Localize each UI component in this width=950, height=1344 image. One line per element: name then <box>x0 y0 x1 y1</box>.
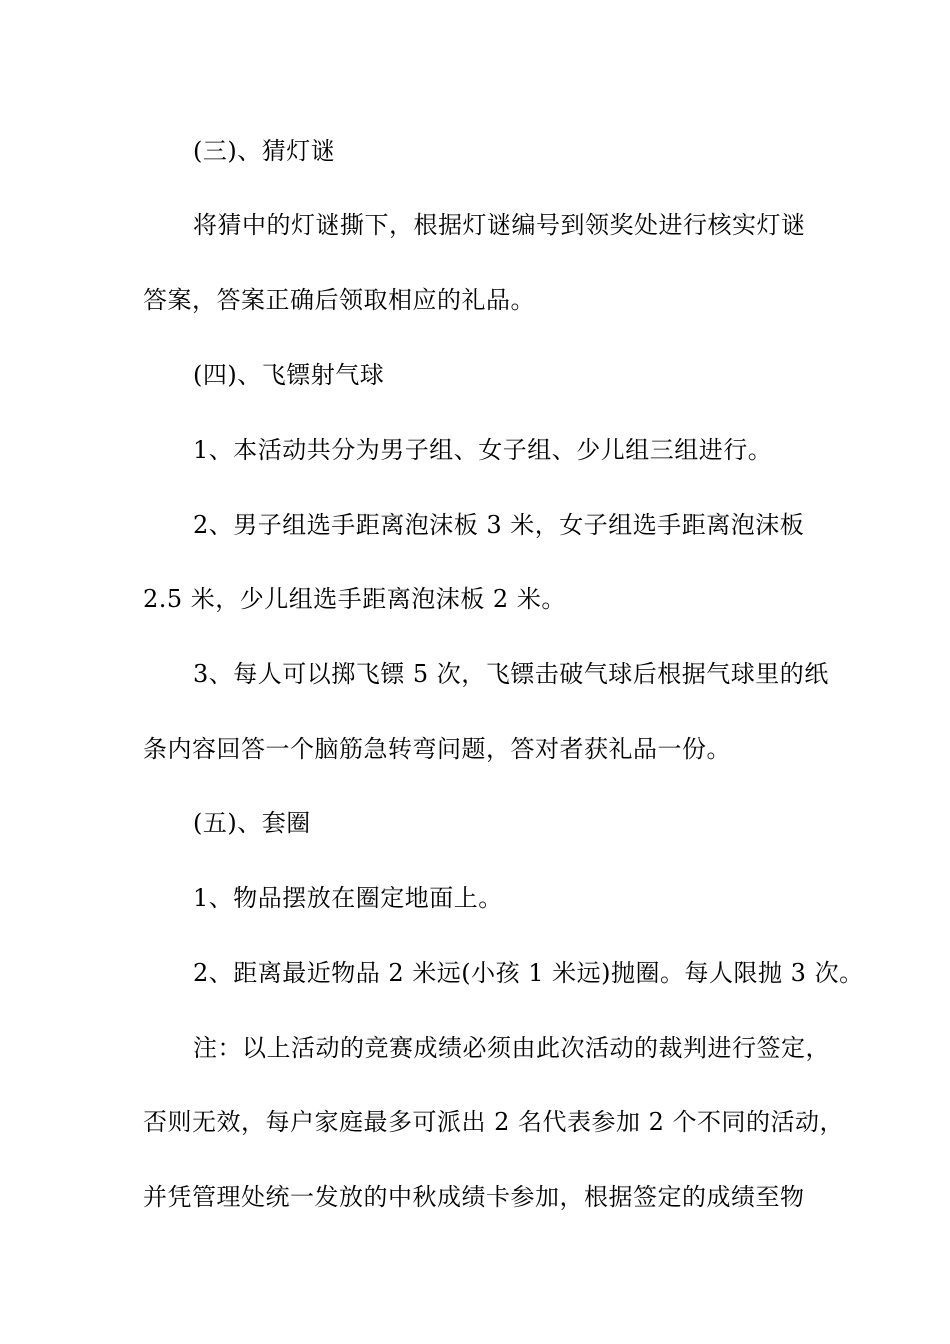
note-paragraph: 注：以上活动的竞赛成绩必须由此次活动的裁判进行签定， <box>193 1034 830 1062</box>
paragraph-line: 并凭管理处统一发放的中秋成绩卡参加，根据签定的成绩至物 <box>143 1183 805 1211</box>
paragraph-line: 答案，答案正确后领取相应的礼品。 <box>143 286 535 314</box>
paragraph-line: 2.5 米，少儿组选手距离泡沫板 2 米。 <box>143 585 566 613</box>
list-item: 2、男子组选手距离泡沫板 3 米，女子组选手距离泡沫板 <box>193 511 805 539</box>
paragraph-line: 条内容回答一个脑筋急转弯问题，答对者获礼品一份。 <box>143 735 731 763</box>
list-item: 1、本活动共分为男子组、女子组、少儿组三组进行。 <box>193 436 773 464</box>
section-heading-ring-toss: (五)、套圈 <box>193 809 311 837</box>
list-item: 1、物品摆放在圈定地面上。 <box>193 884 503 912</box>
section-heading-lantern-riddles: (三)、猜灯谜 <box>193 137 336 165</box>
list-item: 2、距离最近物品 2 米远(小孩 1 米远)抛圈。每人限抛 3 次。 <box>193 959 864 987</box>
paragraph-line: 否则无效，每户家庭最多可派出 2 名代表参加 2 个不同的活动， <box>143 1108 845 1136</box>
paragraph-line: 将猜中的灯谜撕下，根据灯谜编号到领奖处进行核实灯谜 <box>193 211 806 239</box>
section-heading-darts-balloons: (四)、飞镖射气球 <box>193 361 385 389</box>
list-item: 3、每人可以掷飞镖 5 次，飞镖击破气球后根据气球里的纸 <box>193 660 829 688</box>
